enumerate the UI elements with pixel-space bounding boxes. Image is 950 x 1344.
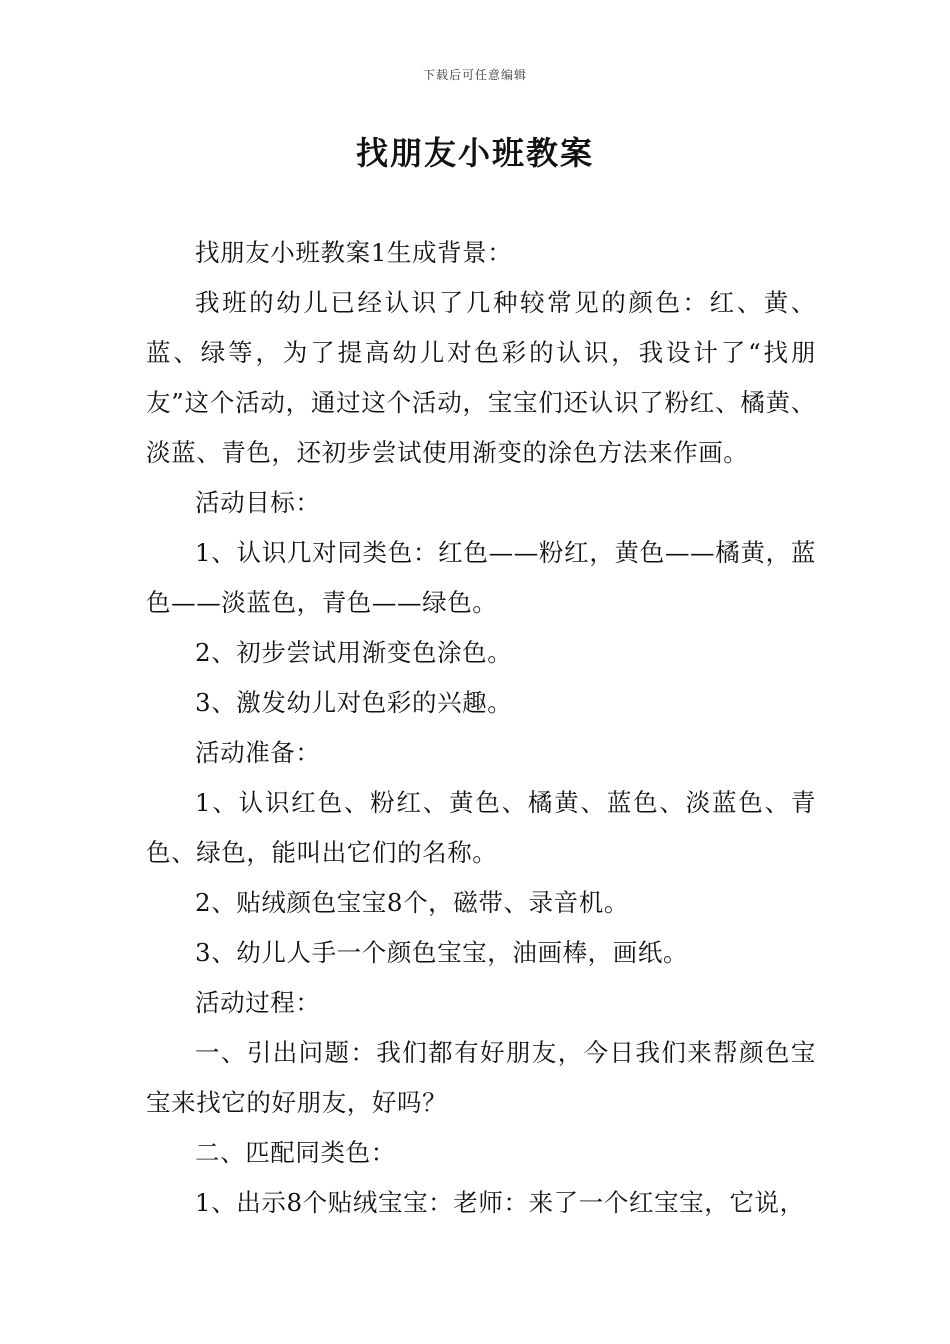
paragraph-process-1: 一、引出问题：我们都有好朋友，今日我们来帮颜色宝宝来找它的好朋友，好吗？ [146,1038,816,1117]
paragraph-goals-heading: 活动目标： [195,488,321,517]
paragraph-process-2-1: 1、出示8个贴绒宝宝：老师：来了一个红宝宝，它说， [195,1188,805,1217]
paragraph-preparation-2: 2、贴绒颜色宝宝8个，磁带、录音机。 [195,888,629,917]
paragraph-background-heading: 找朋友小班教案1生成背景： [195,238,513,267]
paragraph-preparation-heading: 活动准备： [195,738,321,767]
paragraph-preparation-3: 3、幼儿人手一个颜色宝宝，油画棒，画纸。 [195,938,689,967]
document-title: 找朋友小班教案 [355,134,594,172]
header-note: 下载后可任意编辑 [422,68,527,82]
paragraph-goal-2: 2、初步尝试用渐变色涂色。 [195,638,513,667]
paragraph-process-2: 二、匹配同类色： [195,1138,396,1167]
paragraph-preparation-1: 1、认识红色、粉红、黄色、橘黄、蓝色、淡蓝色、青色、绿色，能叫出它们的名称。 [146,788,816,867]
document-body [146,228,816,1228]
paragraph-process-heading: 活动过程： [195,988,321,1017]
paragraph-background-text: 我班的幼儿已经认识了几种较常见的颜色：红、黄、蓝、绿等，为了提高幼儿对色彩的认识，我设计了“找朋友”这个活动，通过这个活动，宝宝们还认识了粉红、橘黄、淡蓝、青色，还初步尝试使用渐变的涂色方法来作画。 [146,288,816,467]
paragraph-goal-3: 3、激发幼儿对色彩的兴趣。 [195,688,513,717]
paragraph-goal-1: 1、认识几对同类色：红色——粉红，黄色——橘黄，蓝色——淡蓝色，青色——绿色。 [146,538,816,617]
